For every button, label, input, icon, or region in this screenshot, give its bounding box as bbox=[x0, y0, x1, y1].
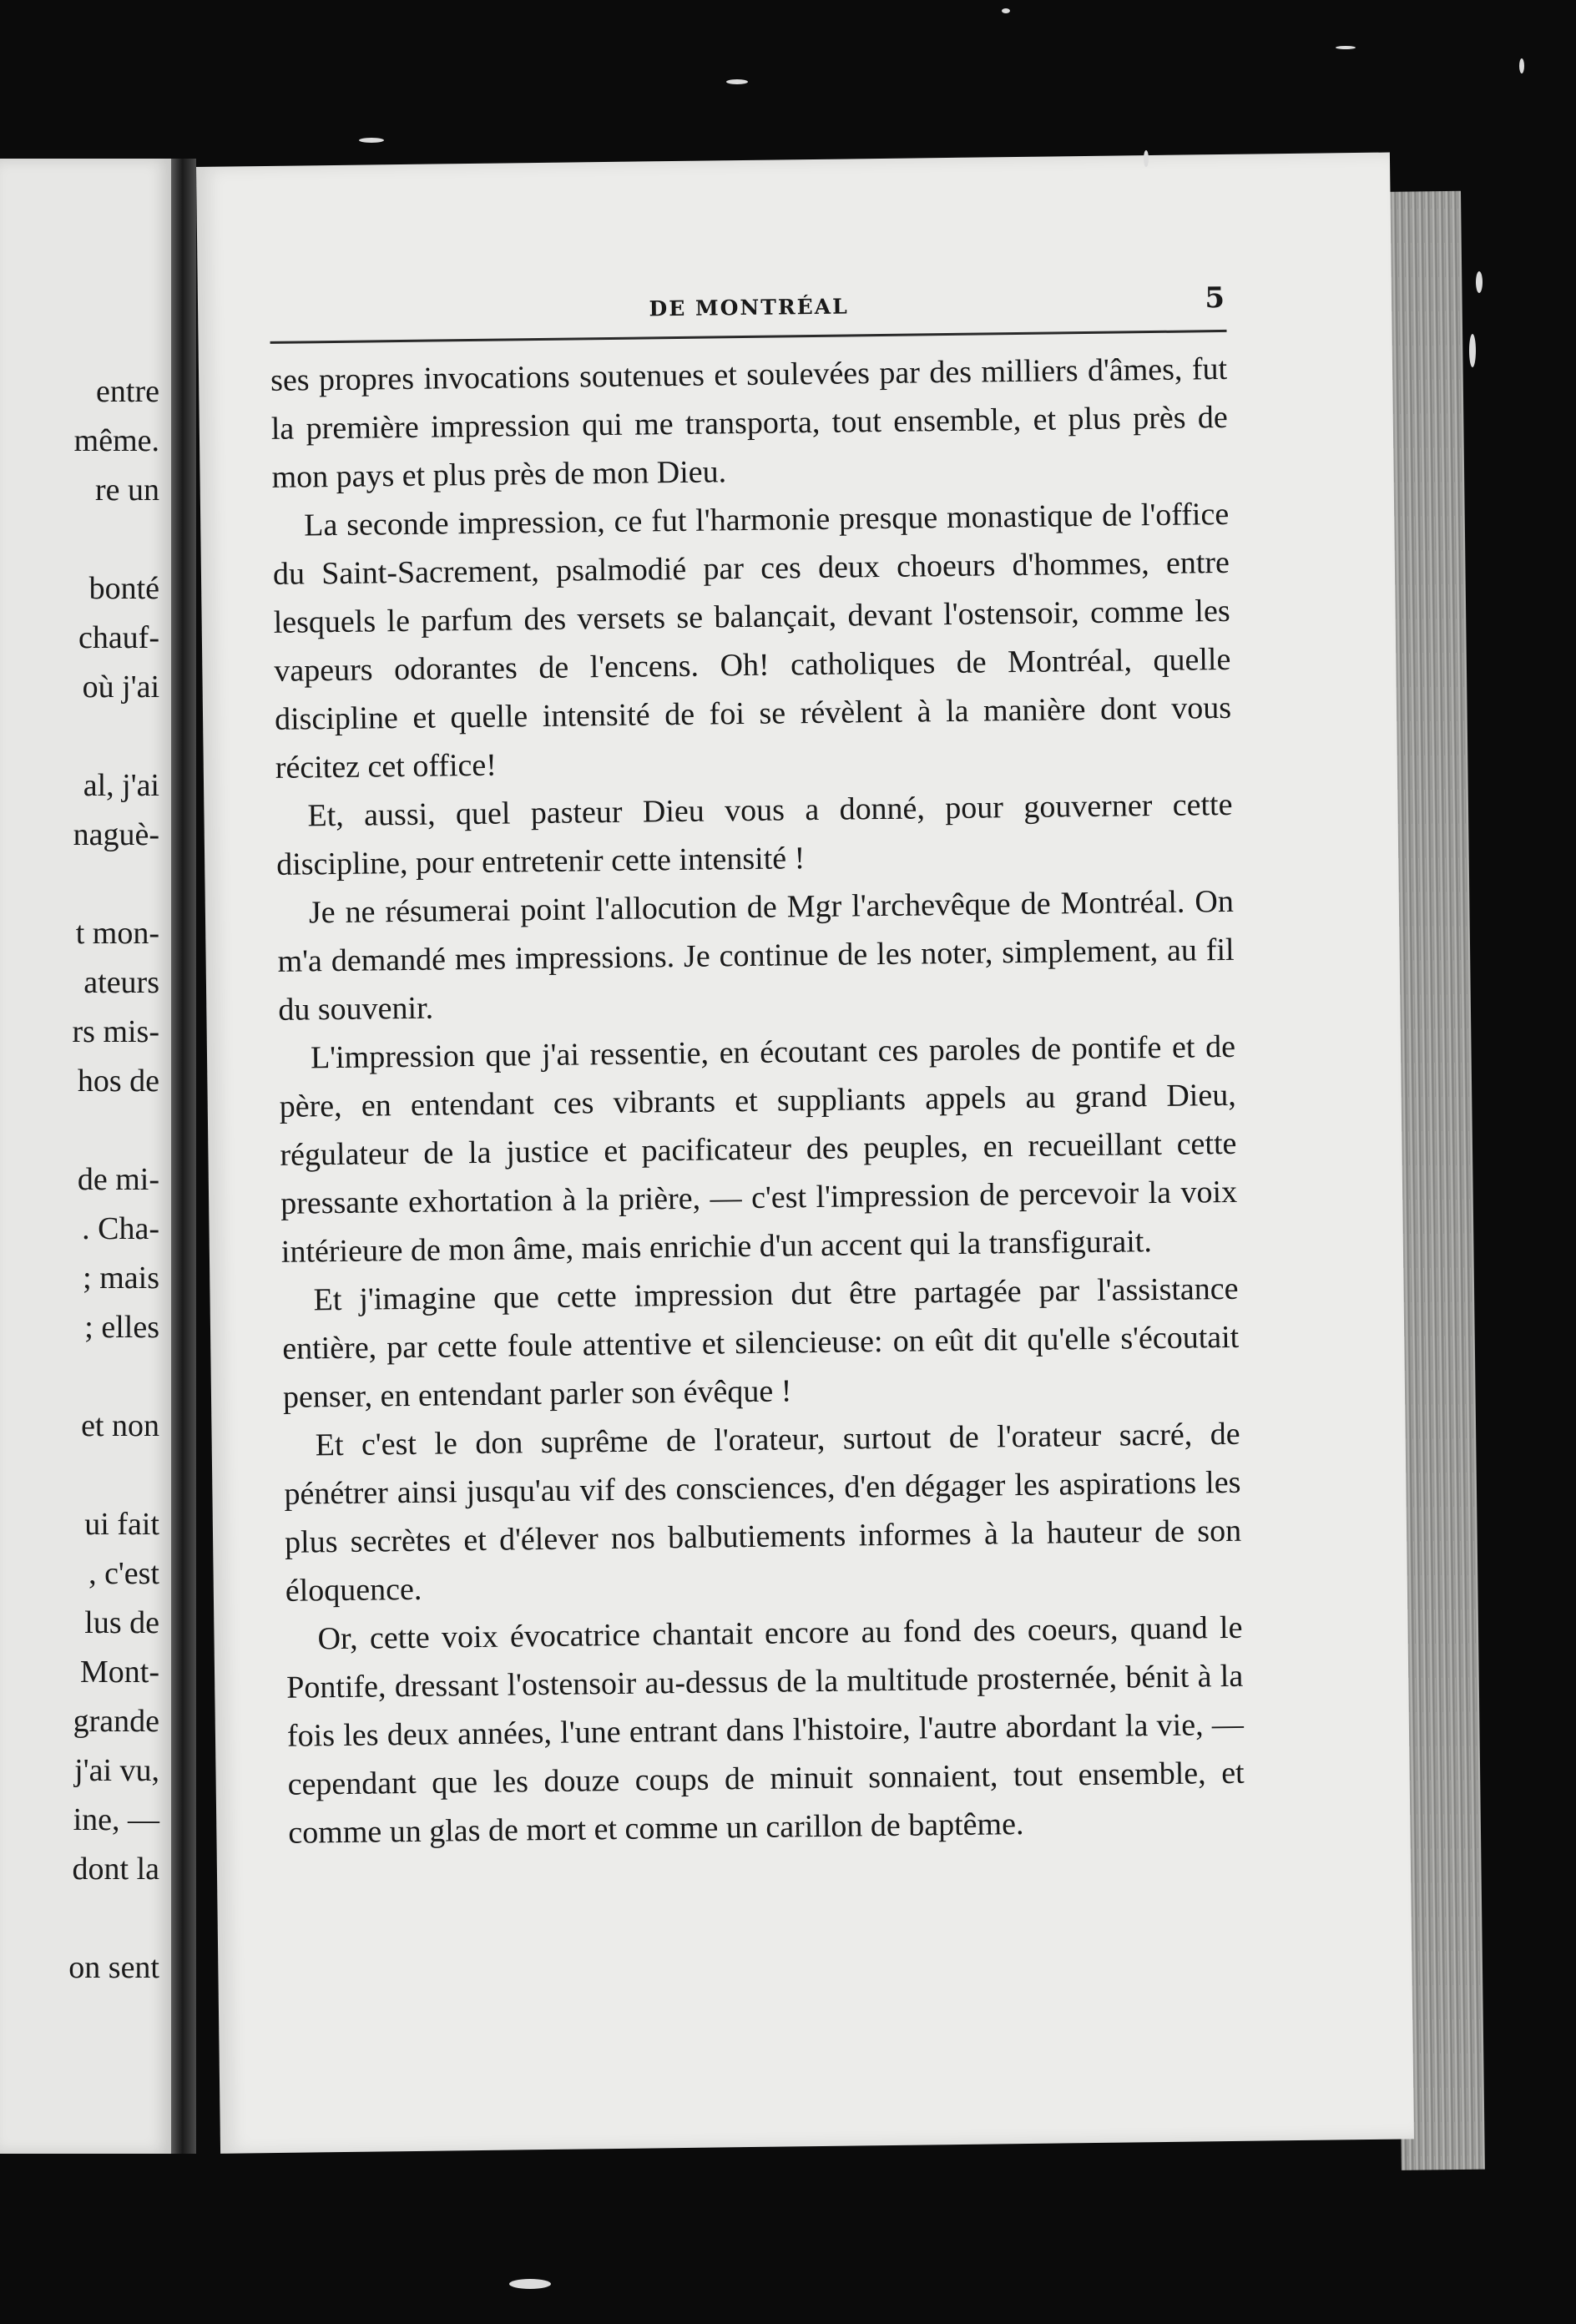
left-line: lus de bbox=[84, 1605, 159, 1640]
dust-speck bbox=[1519, 58, 1524, 73]
paragraph: Et c'est le don suprême de l'orateur, surtout de l'orateur sacré, de pénétrer ainsi jusqu'au vif des consciences, d'en dégager les aspirations les plus secrètes et d'élever nos balbutiements informes à la hauteur de son éloquence. bbox=[284, 1416, 1242, 1609]
paragraph: Et j'imagine que cette impression dut être partagée par l'assistance entière, par cette foule attentive et silencieuse: on eût dit qu'elle s'écoutait penser, en entendant parler son évêque ! bbox=[282, 1271, 1240, 1415]
left-line: chauf- bbox=[78, 620, 159, 655]
page-body bbox=[270, 345, 1245, 1857]
left-line: . Cha- bbox=[82, 1211, 159, 1246]
left-line: , c'est bbox=[88, 1556, 159, 1591]
left-line: de mi- bbox=[77, 1162, 159, 1197]
left-line: ; mais bbox=[83, 1261, 159, 1296]
paragraph: Je ne résumerai point l'allocution de Mgr l'archevêque de Montréal. On m'a demandé mes impressions. Je continue de les noter, simplement, au fil du souvenir. bbox=[277, 883, 1235, 1028]
left-line bbox=[0, 860, 159, 909]
left-line: grande bbox=[73, 1704, 159, 1739]
left-line: où j'ai bbox=[82, 669, 159, 705]
dust-speck bbox=[1144, 150, 1149, 167]
paragraph: L'impression que j'ai ressentie, en écoutant ces paroles de pontife et de père, en entendant ces vibrants et suppliants appels au grand Dieu, régulateur de la justice et pacificateur des peuples, en recueillant cette pressante exhortation à la prière, — c'est l'impression de percevoir la voix intérieure de mon âme, mais enrichie d'un accent qui la transfigurait. bbox=[279, 1028, 1238, 1270]
left-line: re un bbox=[94, 472, 159, 508]
dust-speck bbox=[509, 2279, 551, 2289]
book-page bbox=[196, 153, 1414, 2154]
dust-speck bbox=[1469, 334, 1476, 367]
previous-page-fragment bbox=[0, 159, 171, 2154]
left-line: entre bbox=[96, 374, 159, 409]
running-head bbox=[273, 280, 1225, 333]
left-line bbox=[0, 515, 159, 564]
dust-speck bbox=[1002, 8, 1010, 13]
left-line: rs mis- bbox=[72, 1014, 159, 1049]
previous-page-text bbox=[0, 367, 159, 1993]
paragraph: La seconde impression, ce fut l'harmonie presque monastique de l'office du Saint-Sacrement, psalmodié par ces deux choeurs d'hommes, entre lesquels le parfum des versets se balançait, devant l'ostensoir, comme les vapeurs odorantes de l'encens. Oh! catholiques de Montréal, quelle discipline et quelle intensité de foi se révèlent à la manière dont vous récitez cet office! bbox=[272, 496, 1232, 786]
left-line bbox=[0, 1894, 159, 1943]
left-line bbox=[0, 1106, 159, 1155]
left-line: t mon- bbox=[75, 916, 159, 951]
left-line: et non bbox=[81, 1408, 159, 1443]
paragraph: Or, cette voix évocatrice chantait encore au fond des coeurs, quand le Pontife, dressant l'ostensoir au-dessus de la multitude prosternée, bénit à la fois les deux années, l'une entrant dans l'histoire, l'autre abordant la vie, — cependant que les douze coups de minuit sonnaient, tout ensemble, et comme un glas de mort et comme un carillon de baptême. bbox=[286, 1609, 1245, 1851]
left-line bbox=[0, 1451, 159, 1500]
dust-speck bbox=[1476, 271, 1483, 293]
left-line: dont la bbox=[72, 1852, 159, 1887]
left-line: on sent bbox=[68, 1950, 159, 1985]
left-line: hos de bbox=[77, 1063, 159, 1099]
left-line: Mont- bbox=[80, 1655, 159, 1690]
left-line: ine, — bbox=[73, 1802, 159, 1837]
page-number: 5 bbox=[1205, 280, 1225, 316]
left-line: bonté bbox=[88, 571, 159, 606]
header-rule bbox=[270, 330, 1227, 344]
left-line: naguè- bbox=[73, 817, 159, 852]
left-line bbox=[0, 1352, 159, 1402]
left-line: ui fait bbox=[84, 1507, 159, 1542]
dust-speck bbox=[726, 79, 748, 84]
book-gutter bbox=[171, 159, 196, 2154]
left-line: j'ai vu, bbox=[74, 1753, 159, 1788]
left-line: ateurs bbox=[83, 965, 159, 1000]
left-line: al, j'ai bbox=[83, 768, 159, 803]
paragraph: ses propres invocations soutenues et soulevées par des milliers d'âmes, fut la première impression qui me transporta, tout ensemble, et plus près de mon pays et plus près de mon Dieu. bbox=[270, 351, 1229, 495]
left-line bbox=[0, 712, 159, 761]
dust-speck bbox=[1336, 46, 1356, 49]
running-title: DE MONTRÉAL bbox=[649, 294, 849, 321]
left-line: ; elles bbox=[84, 1310, 159, 1345]
paragraph: Et, aussi, quel pasteur Dieu vous a donné, pour gouverner cette discipline, pour entretenir cette intensité ! bbox=[275, 786, 1233, 882]
left-line: même. bbox=[73, 423, 159, 458]
dust-speck bbox=[359, 138, 384, 143]
